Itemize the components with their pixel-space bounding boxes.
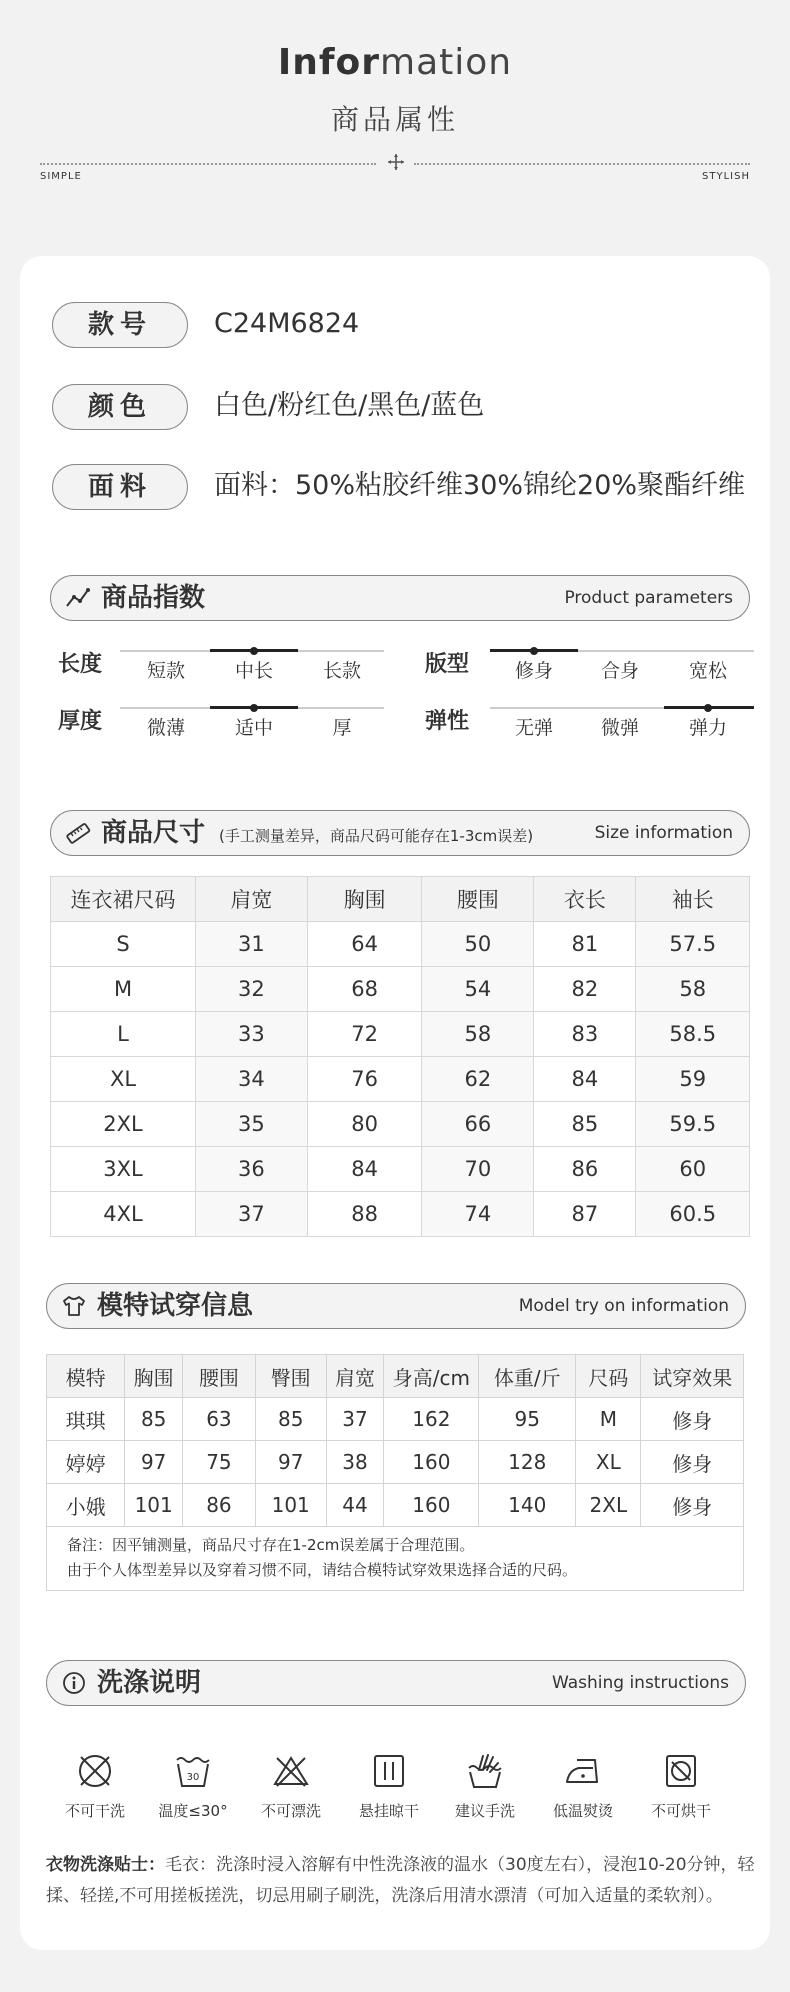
index-option: 宽松 [688, 660, 727, 682]
index-option: 无弹 [514, 717, 553, 739]
size-cell: 85 [534, 1102, 636, 1147]
color-value: 白色/粉红色/黑色/蓝色 [214, 390, 485, 421]
size-cell: 81 [534, 922, 636, 967]
header-tag-simple: SIMPLE [40, 171, 82, 182]
model-col-header: 身高/cm [384, 1355, 479, 1398]
ruler-icon [65, 821, 91, 845]
style-number-label: 款号 [52, 302, 188, 348]
index-label-length: 长度 [58, 652, 103, 677]
size-cell: 50 [422, 922, 534, 967]
model-cell: 162 [384, 1398, 479, 1441]
model-cell: 38 [326, 1441, 384, 1484]
size-cell: 59.5 [636, 1102, 750, 1147]
size-cell: 54 [422, 967, 534, 1012]
model-cell: 修身 [641, 1398, 744, 1441]
cross-ornament-icon [386, 152, 406, 172]
model-cell: 75 [183, 1441, 256, 1484]
size-cell: 60 [636, 1147, 750, 1192]
size-cell: 64 [307, 922, 422, 967]
model-cell: 101 [255, 1484, 326, 1527]
index-dot-fit [530, 647, 538, 655]
index-option: 中长 [234, 660, 273, 682]
model-table [46, 1354, 744, 1527]
size-col-header: 衣长 [534, 877, 636, 922]
washing-title: 洗涤说明 [97, 1668, 202, 1698]
table-row [51, 922, 750, 967]
product-index-title: 商品指数 [101, 583, 206, 613]
size-cell: 37 [196, 1192, 308, 1237]
model-info-header [46, 1283, 746, 1329]
model-cell: 琪琪 [47, 1398, 125, 1441]
model-cell: 85 [255, 1398, 326, 1441]
size-info-header [50, 810, 750, 856]
size-cell: 84 [534, 1057, 636, 1102]
wash-30-icon-text: 30 [186, 1772, 200, 1783]
model-cell: 44 [326, 1484, 384, 1527]
model-cell: 97 [125, 1441, 183, 1484]
trend-line-icon [65, 586, 91, 610]
index-option: 微弹 [600, 717, 639, 739]
model-cell: 小娥 [47, 1484, 125, 1527]
model-col-header: 模特 [47, 1355, 125, 1398]
size-cell: 68 [307, 967, 422, 1012]
size-cell: 58 [636, 967, 750, 1012]
model-note [46, 1523, 744, 1591]
model-cell: 97 [255, 1441, 326, 1484]
size-info-title: 商品尺寸 (手工测量差异，商品尺码可能存在1-3cm误差) [101, 818, 534, 848]
info-icon [61, 1671, 87, 1695]
size-cell: 80 [307, 1102, 422, 1147]
model-col-header: 尺码 [576, 1355, 641, 1398]
model-info-title: 模特试穿信息 [97, 1291, 254, 1321]
index-option: 微薄 [146, 717, 185, 739]
model-table-header-row [47, 1355, 744, 1398]
table-row [47, 1441, 744, 1484]
table-row [51, 967, 750, 1012]
header-title: Information [277, 42, 513, 83]
index-option: 短款 [146, 660, 185, 682]
size-cell: 84 [307, 1147, 422, 1192]
washing-tips-label: 衣物洗涤贴士： [46, 1855, 165, 1875]
table-row [47, 1484, 744, 1527]
model-cell: 63 [183, 1398, 256, 1441]
model-cell: 95 [479, 1398, 576, 1441]
hang-dry-icon [369, 1752, 409, 1790]
size-info-en: Size information [594, 823, 733, 843]
model-cell: XL [576, 1441, 641, 1484]
size-cell: 2XL [51, 1102, 196, 1147]
wash-item [636, 1752, 726, 1821]
model-col-header: 臀围 [255, 1355, 326, 1398]
page-header [0, 0, 790, 240]
index-option: 修身 [514, 660, 553, 682]
model-cell: 160 [384, 1484, 479, 1527]
model-cell: 婷婷 [47, 1441, 125, 1484]
size-cell: 33 [196, 1012, 308, 1057]
size-cell: 83 [534, 1012, 636, 1057]
wash-item [538, 1752, 628, 1821]
model-note-line: 由于个人体型差异以及穿着习惯不同，请结合模特试穿效果选择合适的尺码。 [67, 1561, 578, 1579]
index-option: 合身 [600, 660, 639, 682]
table-row [51, 1102, 750, 1147]
index-label-thickness: 厚度 [58, 709, 103, 734]
table-row [47, 1398, 744, 1441]
model-cell: 修身 [641, 1484, 744, 1527]
model-cell: 140 [479, 1484, 576, 1527]
wash-30-icon [173, 1752, 213, 1790]
size-cell: XL [51, 1057, 196, 1102]
wash-item [50, 1752, 140, 1821]
model-col-header: 腰围 [183, 1355, 256, 1398]
wash-label: 温度≤30° [158, 1802, 228, 1820]
product-index-header [50, 575, 750, 621]
size-cell: 36 [196, 1147, 308, 1192]
size-cell: 82 [534, 967, 636, 1012]
wash-item [440, 1752, 530, 1821]
hand-wash-icon [465, 1752, 505, 1790]
table-row [51, 1192, 750, 1237]
size-cell: 66 [422, 1102, 534, 1147]
table-row [51, 1012, 750, 1057]
index-option: 长款 [322, 660, 361, 682]
size-cell: 4XL [51, 1192, 196, 1237]
size-cell: L [51, 1012, 196, 1057]
size-cell: 35 [196, 1102, 308, 1147]
size-col-header: 袖长 [636, 877, 750, 922]
size-cell: 62 [422, 1057, 534, 1102]
model-info-en: Model try on information [518, 1296, 729, 1316]
size-table-header-row [51, 877, 750, 922]
low-iron-icon [563, 1752, 603, 1790]
size-cell: 3XL [51, 1147, 196, 1192]
size-cell: 60.5 [636, 1192, 750, 1237]
washing-tips [46, 1850, 766, 1912]
table-row [51, 1147, 750, 1192]
model-cell: 2XL [576, 1484, 641, 1527]
wash-label: 建议手洗 [454, 1802, 515, 1820]
model-col-header: 试穿效果 [641, 1355, 744, 1398]
size-cell: 32 [196, 967, 308, 1012]
index-dot-elasticity [704, 704, 712, 712]
wash-label: 低温熨烫 [552, 1802, 613, 1820]
wash-item [246, 1752, 336, 1821]
wash-label: 悬挂晾干 [358, 1802, 419, 1820]
washing-header [46, 1660, 746, 1706]
size-cell: 59 [636, 1057, 750, 1102]
header-subtitle: 商品属性 [330, 103, 459, 136]
fabric-value: 面料：50%粘胶纤维30%锦纶20%聚酯纤维 [214, 470, 746, 501]
size-cell: 34 [196, 1057, 308, 1102]
model-cell: 修身 [641, 1441, 744, 1484]
size-col-header: 连衣裙尺码 [51, 877, 196, 922]
washing-en: Washing instructions [551, 1673, 729, 1693]
header-tag-stylish: STYLISH [702, 171, 750, 182]
size-cell: 58 [422, 1012, 534, 1057]
size-cell: 72 [307, 1012, 422, 1057]
wash-item [148, 1752, 238, 1821]
size-col-header: 肩宽 [196, 877, 308, 922]
size-cell: 31 [196, 922, 308, 967]
washing-tips-text: 毛衣：洗涤时浸入溶解有中性洗涤液的温水（30度左右），浸泡10-20分钟，轻揉、轻搓,不可用搓板搓洗，切忌用刷子刷洗，洗涤后用清水漂清（可加入适量的柔软剂）。 [46, 1855, 755, 1906]
index-label-fit: 版型 [425, 652, 470, 677]
index-dot-thickness [250, 704, 258, 712]
size-cell: 74 [422, 1192, 534, 1237]
size-cell: 87 [534, 1192, 636, 1237]
size-cell: M [51, 967, 196, 1012]
model-col-header: 肩宽 [326, 1355, 384, 1398]
model-col-header: 胸围 [125, 1355, 183, 1398]
header-divider-right [414, 163, 750, 165]
size-cell: 70 [422, 1147, 534, 1192]
size-col-header: 腰围 [422, 877, 534, 922]
size-table [50, 876, 750, 1237]
wash-label: 不可漂洗 [260, 1802, 321, 1820]
wash-label: 不可烘干 [650, 1802, 711, 1820]
header-divider-left [40, 163, 376, 165]
size-cell: S [51, 922, 196, 967]
size-cell: 76 [307, 1057, 422, 1102]
index-option: 厚 [332, 717, 352, 739]
size-col-header: 胸围 [307, 877, 422, 922]
fabric-label: 面料 [52, 464, 188, 510]
product-index-en: Product parameters [564, 588, 733, 608]
color-label: 颜色 [52, 384, 188, 430]
wash-label: 不可干洗 [64, 1802, 125, 1820]
index-dot-length [250, 647, 258, 655]
model-cell: M [576, 1398, 641, 1441]
size-cell: 88 [307, 1192, 422, 1237]
model-note-line: 备注：因平铺测量，商品尺寸存在1-2cm误差属于合理范围。 [67, 1536, 475, 1554]
model-col-header: 体重/斤 [479, 1355, 576, 1398]
no-dry-clean-icon [75, 1752, 115, 1790]
size-info-note: (手工测量差异，商品尺码可能存在1-3cm误差) [219, 827, 534, 845]
model-cell: 85 [125, 1398, 183, 1441]
table-row [51, 1057, 750, 1102]
index-option: 适中 [234, 717, 273, 739]
model-cell: 128 [479, 1441, 576, 1484]
index-option: 弹力 [688, 717, 727, 739]
model-cell: 101 [125, 1484, 183, 1527]
no-tumble-dry-icon [661, 1752, 701, 1790]
style-number-value: C24M6824 [214, 308, 360, 339]
size-cell: 57.5 [636, 922, 750, 967]
index-label-elasticity: 弹性 [425, 709, 470, 734]
wash-item [344, 1752, 434, 1821]
no-bleach-icon [271, 1752, 311, 1790]
size-cell: 58.5 [636, 1012, 750, 1057]
model-cell: 37 [326, 1398, 384, 1441]
size-cell: 86 [534, 1147, 636, 1192]
model-cell: 160 [384, 1441, 479, 1484]
t-shirt-icon [61, 1294, 87, 1318]
model-cell: 86 [183, 1484, 256, 1527]
